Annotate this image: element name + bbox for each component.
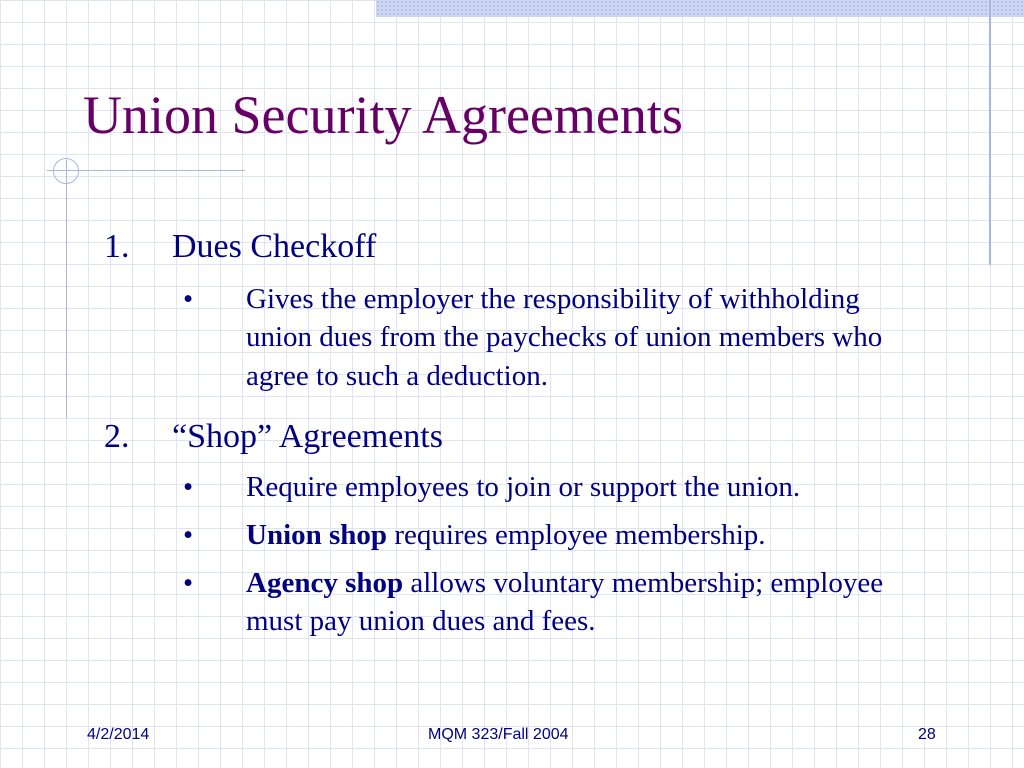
left-vertical-rule [66,160,67,418]
bullet-text: Require employees to join or support the union. [246,471,801,503]
list-item-dues-checkoff [104,228,376,265]
bullet-bold-term: Agency shop [246,567,404,599]
bullet-rest: requires employee membership. [387,519,766,551]
item-number: 2. [104,418,130,455]
bullet-item [183,468,903,506]
bullet-text: Gives the employer the responsibility of withholding union dues from the paychecks of union members who agree to such a deduction. [246,283,883,392]
corner-pattern-band [376,0,1024,17]
bullet-icon: • [183,567,194,599]
bullet-text [246,516,903,554]
footer-page-number: 28 [918,726,936,743]
right-vertical-rule [989,0,991,265]
bullet-rest: allows voluntary membership; employee must pay union dues and fees. [246,567,884,638]
item-number: 1. [104,228,130,265]
bullet-icon: • [183,283,194,315]
circle-ornament-icon [53,158,79,184]
bullet-bold-term: Union shop [246,519,388,551]
footer-course: MQM 323/Fall 2004 [428,726,569,743]
bullet-item [183,280,903,395]
slide-title: Union Security Agreements [83,85,683,145]
bullet-item [183,516,903,554]
list-item-shop-agreements [104,418,443,455]
footer-date: 4/2/2014 [87,726,150,743]
item-heading: “Shop” Agreements [172,418,443,455]
bullet-item [183,564,903,641]
bullet-icon: • [183,471,194,503]
item-heading: Dues Checkoff [172,228,377,265]
bullet-icon: • [183,519,194,551]
bullet-text [246,564,903,641]
